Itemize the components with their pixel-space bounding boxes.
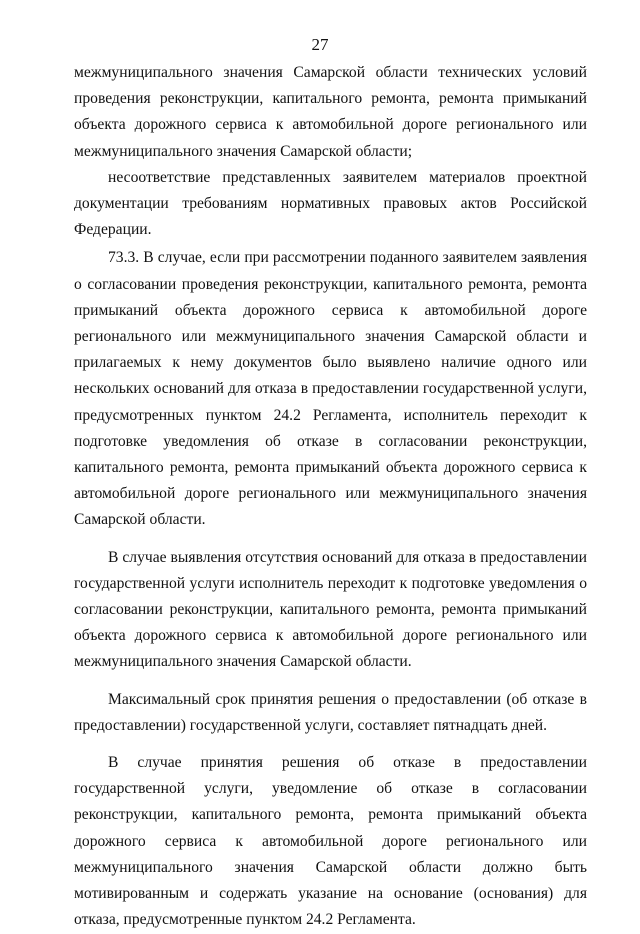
- paragraph-73-3: 73.3. В случае, если при рассмотрении поданного заявителем заявления о согласовании проведения реконструкции, капитального ремонта, ремонта примыканий объекта дорожного сервиса к автомобильной дороге регионального или межмуниципального значения Самарской области и прилагаемых к нему документов было выявлено наличие одного или нескольких оснований для отказа в предоставлении государственной услуги, предусмотренных пунктом 24.2 Регламента, исполнитель переходит к подготовке уведомления об отказе в согласовании реконструкции, капитального ремонта, ремонта примыканий объекта дорожного сервиса к автомобильной дороге регионального или межмуниципального значения Самарской области.: [74, 249, 587, 529]
- paragraph-no-grounds: В случае выявления отсутствия оснований для отказа в предоставлении государственной услуги исполнитель переходит к подготовке уведомления о согласовании реконструкции, капитального ремонта, ремонта примыканий объекта дорожного сервиса к автомобильной дороге регионального или межмуниципального значения Самарской области.: [74, 548, 587, 671]
- document-body: [74, 60, 587, 934]
- paragraph-nonconformity: несоответствие представленных заявителем материалов проектной документации требованиям нормативных правовых актов Российской Федерации.: [74, 168, 587, 239]
- page-number: 27: [311, 35, 329, 54]
- paragraph-continuation: межмуниципального значения Самарской области технических условий проведения реконструкции, капитального ремонта, ремонта примыканий объекта дорожного сервиса к автомобильной дороге регионального или межмуниципального значения Самарской области;: [74, 64, 587, 160]
- paragraph-max-term: Максимальный срок принятия решения о предоставлении (об отказе в предоставлении) государственной услуги, составляет пятнадцать дней.: [74, 690, 587, 734]
- paragraph-refusal-decision: В случае принятия решения об отказе в предоставлении государственной услуги, уведомление об отказе в согласовании реконструкции, капитального ремонта, ремонта примыканий объекта дорожного сервиса к автомобильной дороге регионального или межмуниципального значения Самарской области должно быть мотивированным и содержать указание на основание (основания) для отказа, предусмотренные пунктом 24.2 Регламента.: [74, 754, 587, 929]
